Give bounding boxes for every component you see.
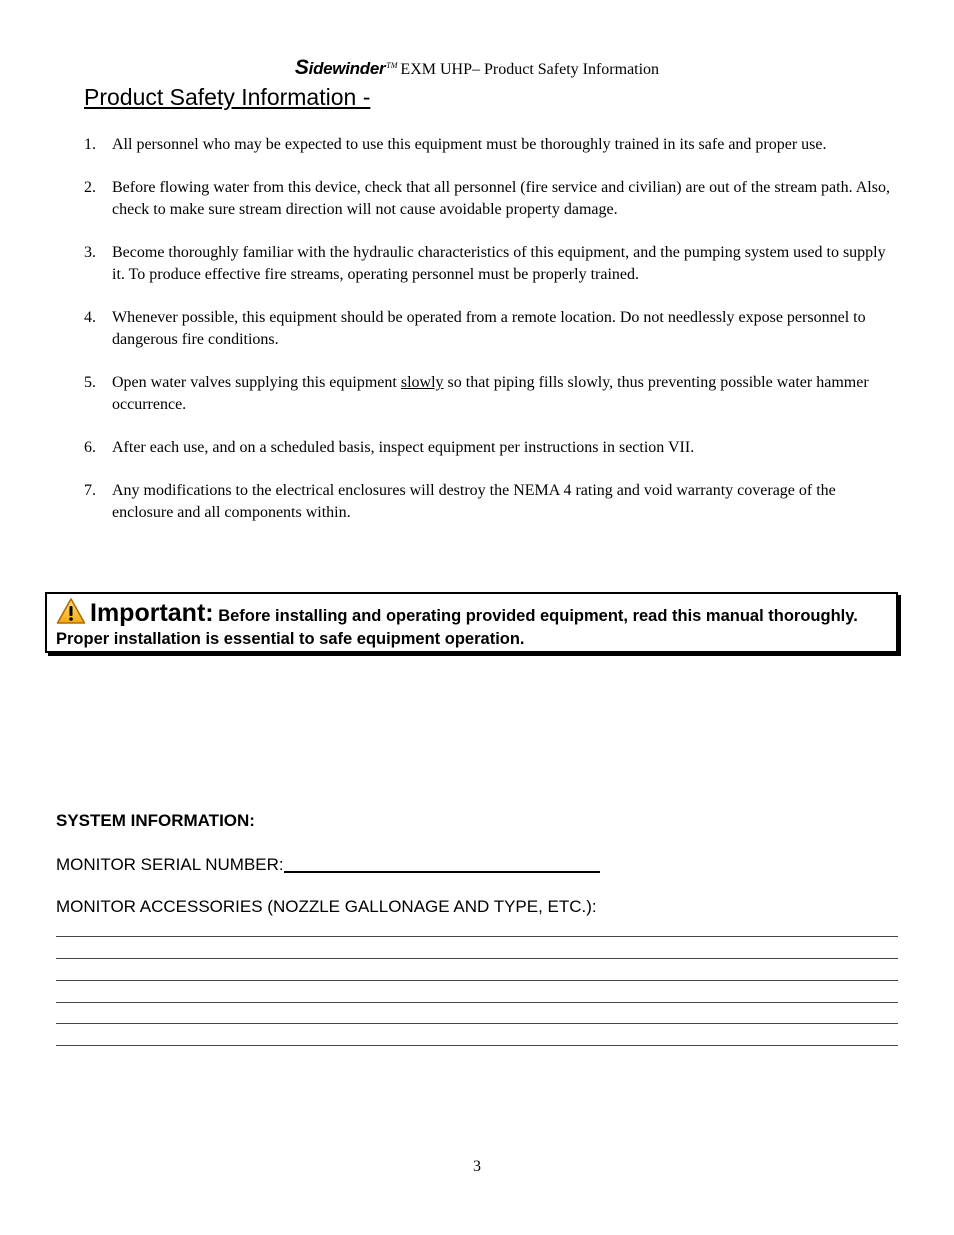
running-header (0, 56, 954, 80)
serial-number-field[interactable] (284, 853, 600, 873)
item-number: 2. (84, 179, 96, 196)
trademark-mark: TM (386, 61, 398, 70)
page-number: 3 (473, 1158, 481, 1175)
item-text: Before flowing water from this device, check that all personnel (fire service and civilian) are out of the stream path. Also, check to make sure stream direction will not cause avoidable property damage. (112, 179, 890, 218)
list-item (84, 134, 894, 156)
item-text: Whenever possible, this equipment should be operated from a remote location. Do not needlessly expose personnel to dangerous fire conditions. (112, 309, 866, 348)
page-title: Product Safety Information - (84, 84, 371, 110)
serial-number-row (56, 853, 898, 875)
list-item (84, 480, 894, 524)
item-number: 5. (84, 374, 96, 391)
item-text: After each use, and on a scheduled basis, inspect equipment per instructions in section VII. (112, 439, 695, 456)
header-title: EXM UHP– Product Safety Information (400, 61, 660, 78)
item-text: All personnel who may be expected to use this equipment must be thoroughly trained in its safe and proper use. (112, 136, 827, 153)
accessories-label: MONITOR ACCESSORIES (NOZZLE GALLONAGE AND TYPE, ETC.): (56, 897, 597, 916)
item-number: 1. (84, 136, 96, 153)
accessories-line[interactable] (56, 936, 898, 937)
safety-list (84, 134, 894, 545)
serial-number-label: MONITOR SERIAL NUMBER: (56, 855, 284, 874)
list-item (84, 437, 894, 459)
accessories-line[interactable] (56, 980, 898, 981)
accessories-line[interactable] (56, 958, 898, 959)
important-label: Important: (90, 599, 214, 627)
list-item (84, 307, 894, 351)
important-notice (45, 592, 898, 653)
system-info-heading: SYSTEM INFORMATION: (56, 811, 255, 830)
list-item (84, 177, 894, 221)
item-number: 4. (84, 309, 96, 326)
item-number: 6. (84, 439, 96, 456)
important-text: Before installing and operating provided equipment, read this manual thoroughly. Proper installation is essential to safe equipment operation. (56, 607, 858, 648)
list-item (84, 242, 894, 286)
warning-triangle-icon (56, 597, 86, 625)
item-text-start: Open water valves supplying this equipment (112, 374, 401, 391)
accessories-line[interactable] (56, 1023, 898, 1024)
item-text-end: so that piping fills slowly, thus preventing possible water hammer occurrence. (112, 374, 869, 413)
item-number: 3. (84, 244, 96, 261)
item-text: Become thoroughly familiar with the hydraulic characteristics of this equipment, and the pumping system used to supply it. To produce effective fire streams, operating personnel must be properly trained. (112, 244, 886, 283)
sidewinder-logo: Sidewinder (294, 56, 386, 79)
accessories-line[interactable] (56, 1045, 898, 1046)
item-number: 7. (84, 482, 96, 499)
item-text: Any modifications to the electrical enclosures will destroy the NEMA 4 rating and void warranty coverage of the enclosure and all components within. (112, 482, 836, 521)
accessories-line[interactable] (56, 1002, 898, 1003)
emphasis-slowly: slowly (400, 374, 444, 391)
list-item (84, 372, 894, 416)
